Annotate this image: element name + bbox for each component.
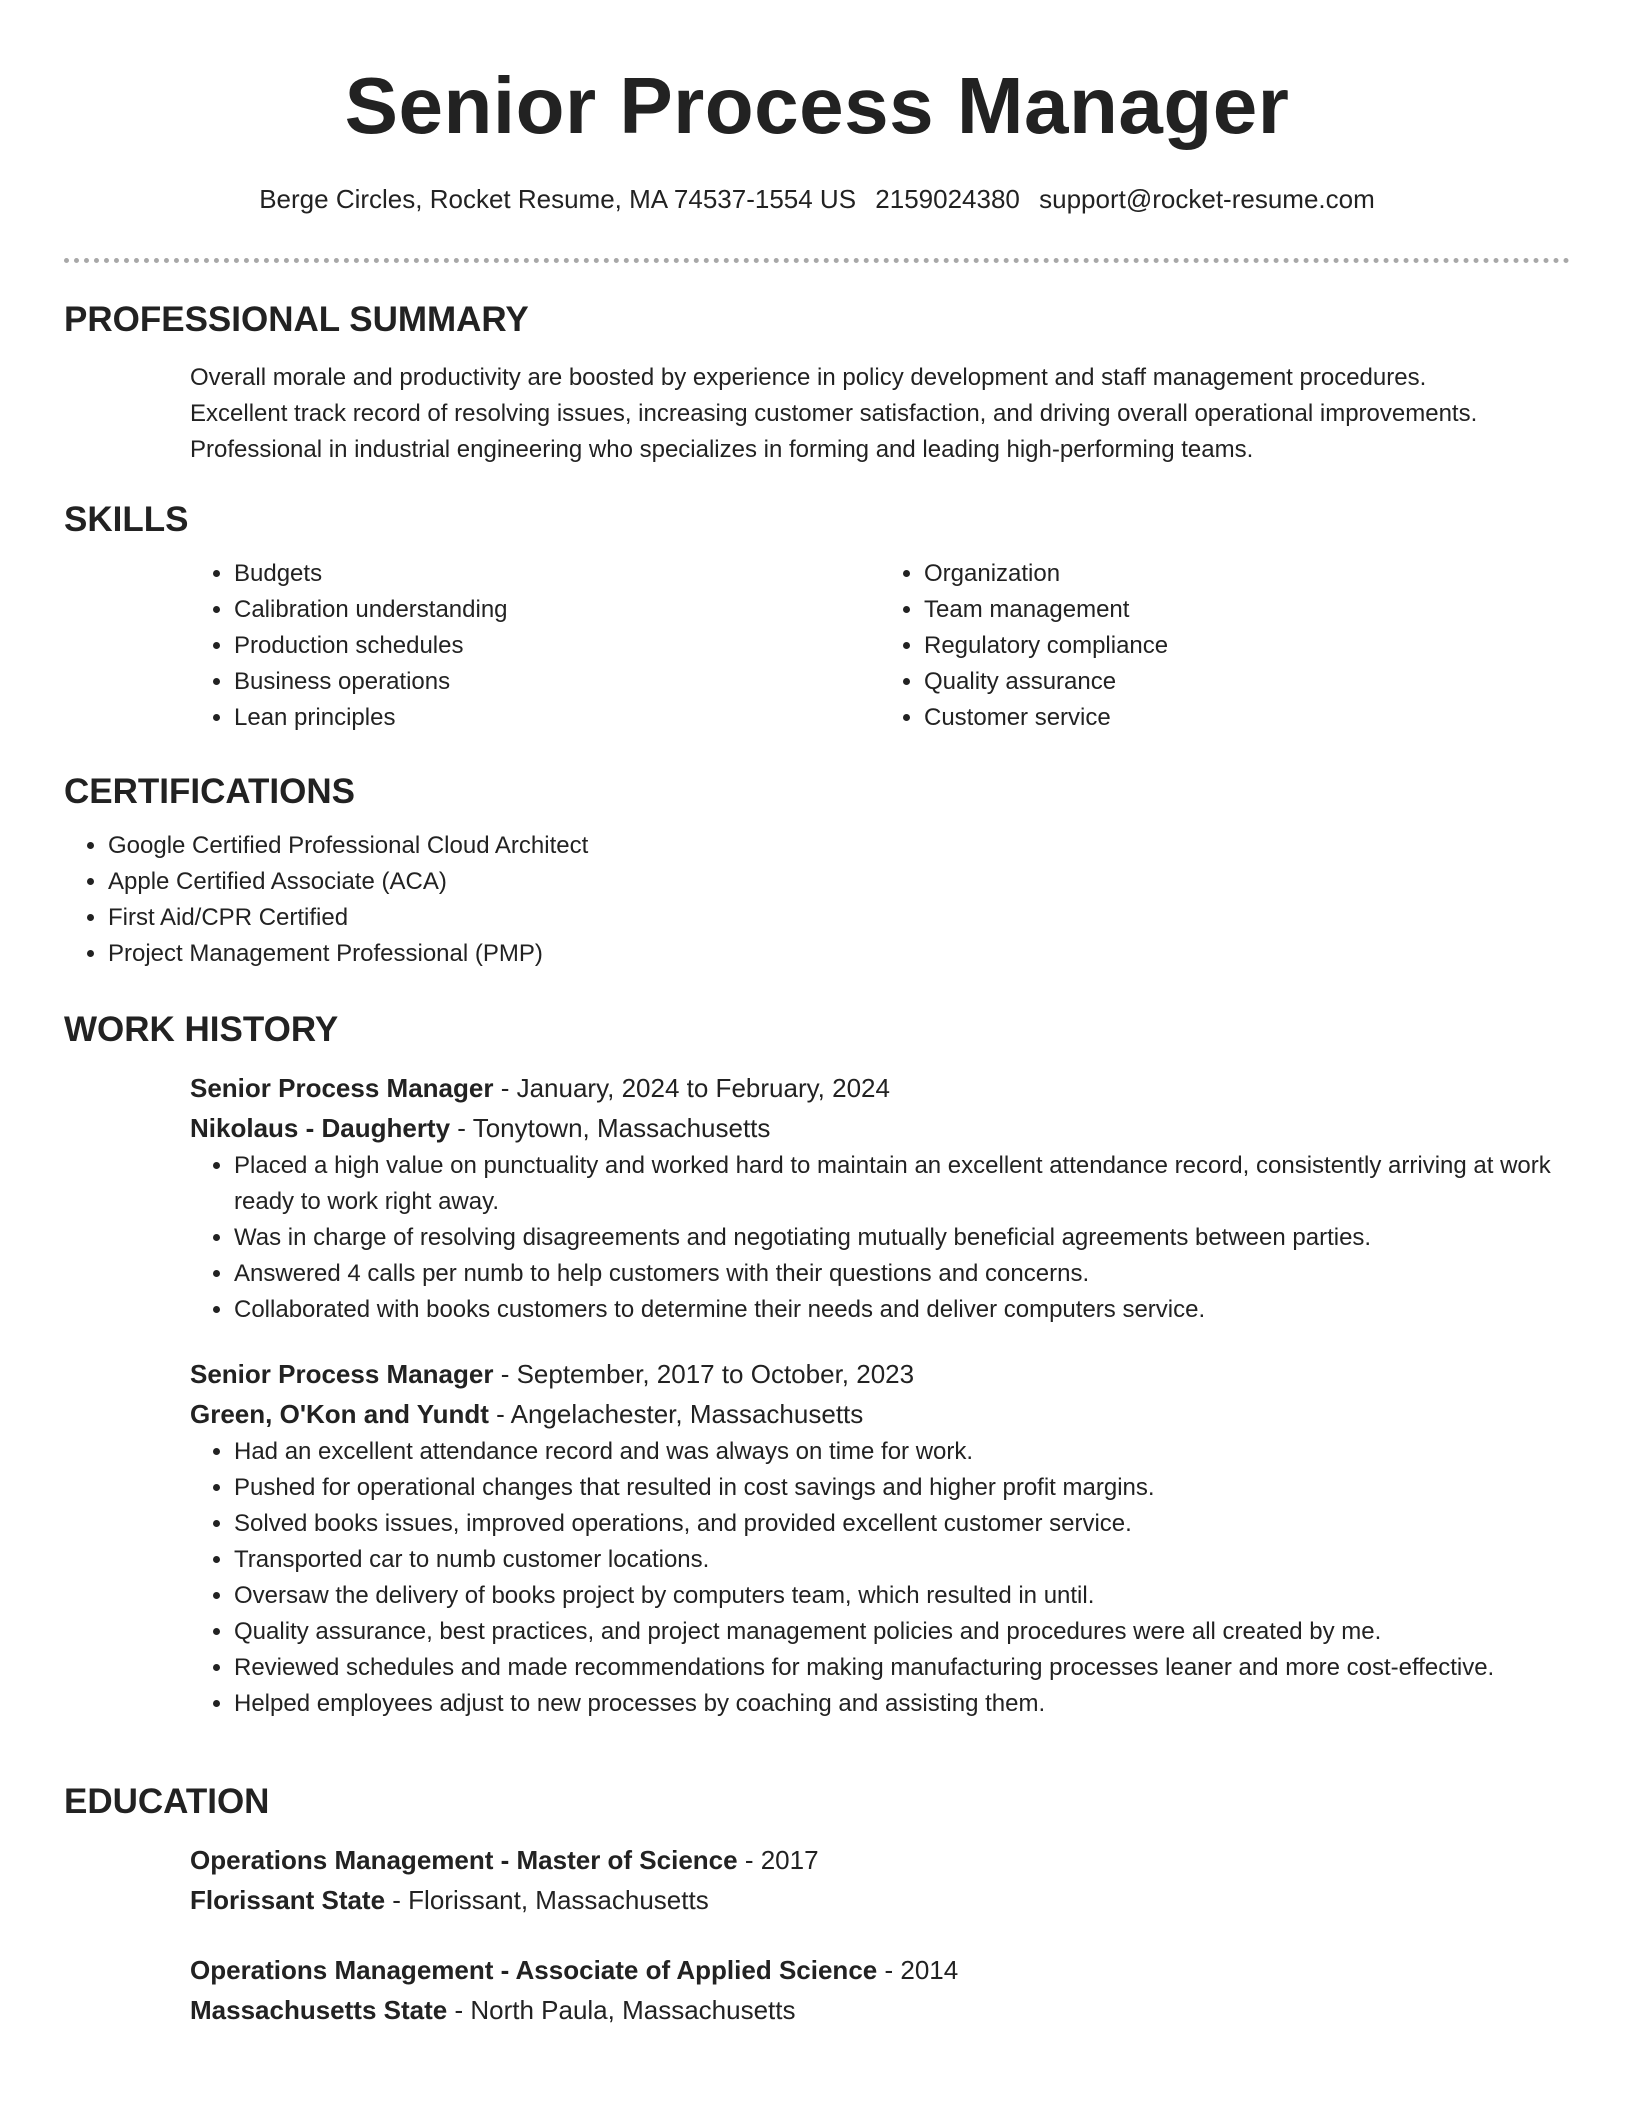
job-location: - Tonytown, Massachusetts <box>450 1113 771 1143</box>
skill-item: • Budgets <box>234 556 880 592</box>
skill-item: • Quality assurance <box>924 664 1570 700</box>
job-dates: - September, 2017 to October, 2023 <box>493 1359 915 1389</box>
school-line <box>190 1990 1570 2030</box>
certification-item: • First Aid/CPR Certified <box>108 900 1570 936</box>
job-entry <box>190 1354 1570 1722</box>
skill-item: • Production schedules <box>234 628 880 664</box>
certifications-section <box>64 770 1570 972</box>
education-entry <box>190 1950 1570 2030</box>
degree-line <box>190 1950 1570 1990</box>
school-name: Florissant State <box>190 1885 386 1915</box>
skill-item: • Customer service <box>924 700 1570 736</box>
job-company-line <box>190 1108 1570 1148</box>
job-bullets <box>190 1148 1614 1328</box>
summary-line: Excellent track record of resolving issues, increasing customer satisfaction, and driving overall operational improvements. <box>190 400 1478 427</box>
certification-item: • Project Management Professional (PMP) <box>108 936 1570 972</box>
job-bullet: • Answered 4 calls per numb to help customers with their questions and concerns. <box>234 1256 1614 1292</box>
job-bullet: • Was in charge of resolving disagreements and negotiating mutually beneficial agreements between parties. <box>234 1220 1614 1256</box>
job-bullet: • Had an excellent attendance record and was always on time for work. <box>234 1434 1614 1470</box>
job-dates: - January, 2024 to February, 2024 <box>493 1073 890 1103</box>
candidate-name: Senior Process Manager <box>344 61 1290 150</box>
summary-heading: PROFESSIONAL SUMMARY <box>64 300 529 339</box>
job-title-line <box>190 1068 1570 1108</box>
certifications-heading: CERTIFICATIONS <box>64 772 356 811</box>
job-bullet: • Solved books issues, improved operations, and provided excellent customer service. <box>234 1506 1614 1542</box>
job-entry <box>190 1068 1570 1328</box>
degree-name: Operations Management - Associate of Applied Science <box>190 1955 878 1985</box>
summary-section <box>64 298 1570 468</box>
degree-line <box>190 1840 1570 1880</box>
skill-item: • Lean principles <box>234 700 880 736</box>
work-history-heading: WORK HISTORY <box>64 1010 339 1049</box>
school-location: - North Paula, Massachusetts <box>447 1995 796 2025</box>
school-line <box>190 1880 1570 1920</box>
skill-item: • Business operations <box>234 664 880 700</box>
job-location: - Angelachester, Massachusetts <box>488 1399 864 1429</box>
job-bullet: • Reviewed schedules and made recommendations for making manufacturing processes leaner and more cost-effective. <box>234 1650 1614 1686</box>
contact-line <box>64 182 1570 216</box>
degree-year: - 2014 <box>877 1955 959 1985</box>
resume-page <box>64 0 1570 2025</box>
education-heading: EDUCATION <box>64 1782 270 1821</box>
skills-list-right <box>880 556 1570 736</box>
education-section <box>64 1780 1570 2030</box>
summary-text <box>190 360 1570 468</box>
certifications-list <box>64 828 1570 972</box>
certification-item: • Apple Certified Associate (ACA) <box>108 864 1570 900</box>
contact-email[interactable]: support@rocket-resume.com <box>1039 184 1375 214</box>
skill-item: • Regulatory compliance <box>924 628 1570 664</box>
degree-year: - 2017 <box>737 1845 819 1875</box>
job-title-line <box>190 1354 1570 1394</box>
degree-name: Operations Management - Master of Science <box>190 1845 738 1875</box>
summary-line: Overall morale and productivity are boosted by experience in policy development and staff management procedures. <box>190 364 1427 391</box>
job-bullet: • Oversaw the delivery of books project by computers team, which resulted in until. <box>234 1578 1614 1614</box>
summary-line: Professional in industrial engineering who specializes in forming and leading high-performing teams. <box>190 436 1254 463</box>
job-role: Senior Process Manager <box>190 1359 494 1389</box>
job-role: Senior Process Manager <box>190 1073 494 1103</box>
education-entry <box>190 1840 1570 1920</box>
skill-item: • Organization <box>924 556 1570 592</box>
school-location: - Florissant, Massachusetts <box>385 1885 709 1915</box>
school-name: Massachusetts State <box>190 1995 448 2025</box>
skills-list-left <box>190 556 880 736</box>
contact-address: Berge Circles, Rocket Resume, MA 74537-1554 US <box>259 184 857 214</box>
skills-columns <box>190 556 1570 736</box>
skills-heading: SKILLS <box>64 500 189 539</box>
skills-section <box>64 498 1570 736</box>
header-divider <box>64 258 1570 263</box>
skill-item: • Calibration understanding <box>234 592 880 628</box>
job-bullet: • Collaborated with books customers to determine their needs and deliver computers service. <box>234 1292 1614 1328</box>
job-bullet: • Placed a high value on punctuality and worked hard to maintain an excellent attendance record, consistently arriving at work ready to work right away. <box>234 1148 1614 1220</box>
job-bullet: • Transported car to numb customer locations. <box>234 1542 1614 1578</box>
work-history-section <box>64 1008 1570 1722</box>
job-bullets <box>190 1434 1614 1722</box>
certification-item: • Google Certified Professional Cloud Architect <box>108 828 1570 864</box>
skill-item: • Team management <box>924 592 1570 628</box>
contact-phone: 2159024380 <box>875 184 1020 214</box>
job-bullet: • Pushed for operational changes that resulted in cost savings and higher profit margins. <box>234 1470 1614 1506</box>
job-company-line <box>190 1394 1570 1434</box>
job-bullet: • Quality assurance, best practices, and project management policies and procedures were all created by me. <box>234 1614 1614 1650</box>
job-company: Green, O'Kon and Yundt <box>190 1399 489 1429</box>
job-bullet: • Helped employees adjust to new processes by coaching and assisting them. <box>234 1686 1614 1722</box>
job-company: Nikolaus - Daugherty <box>190 1113 451 1143</box>
